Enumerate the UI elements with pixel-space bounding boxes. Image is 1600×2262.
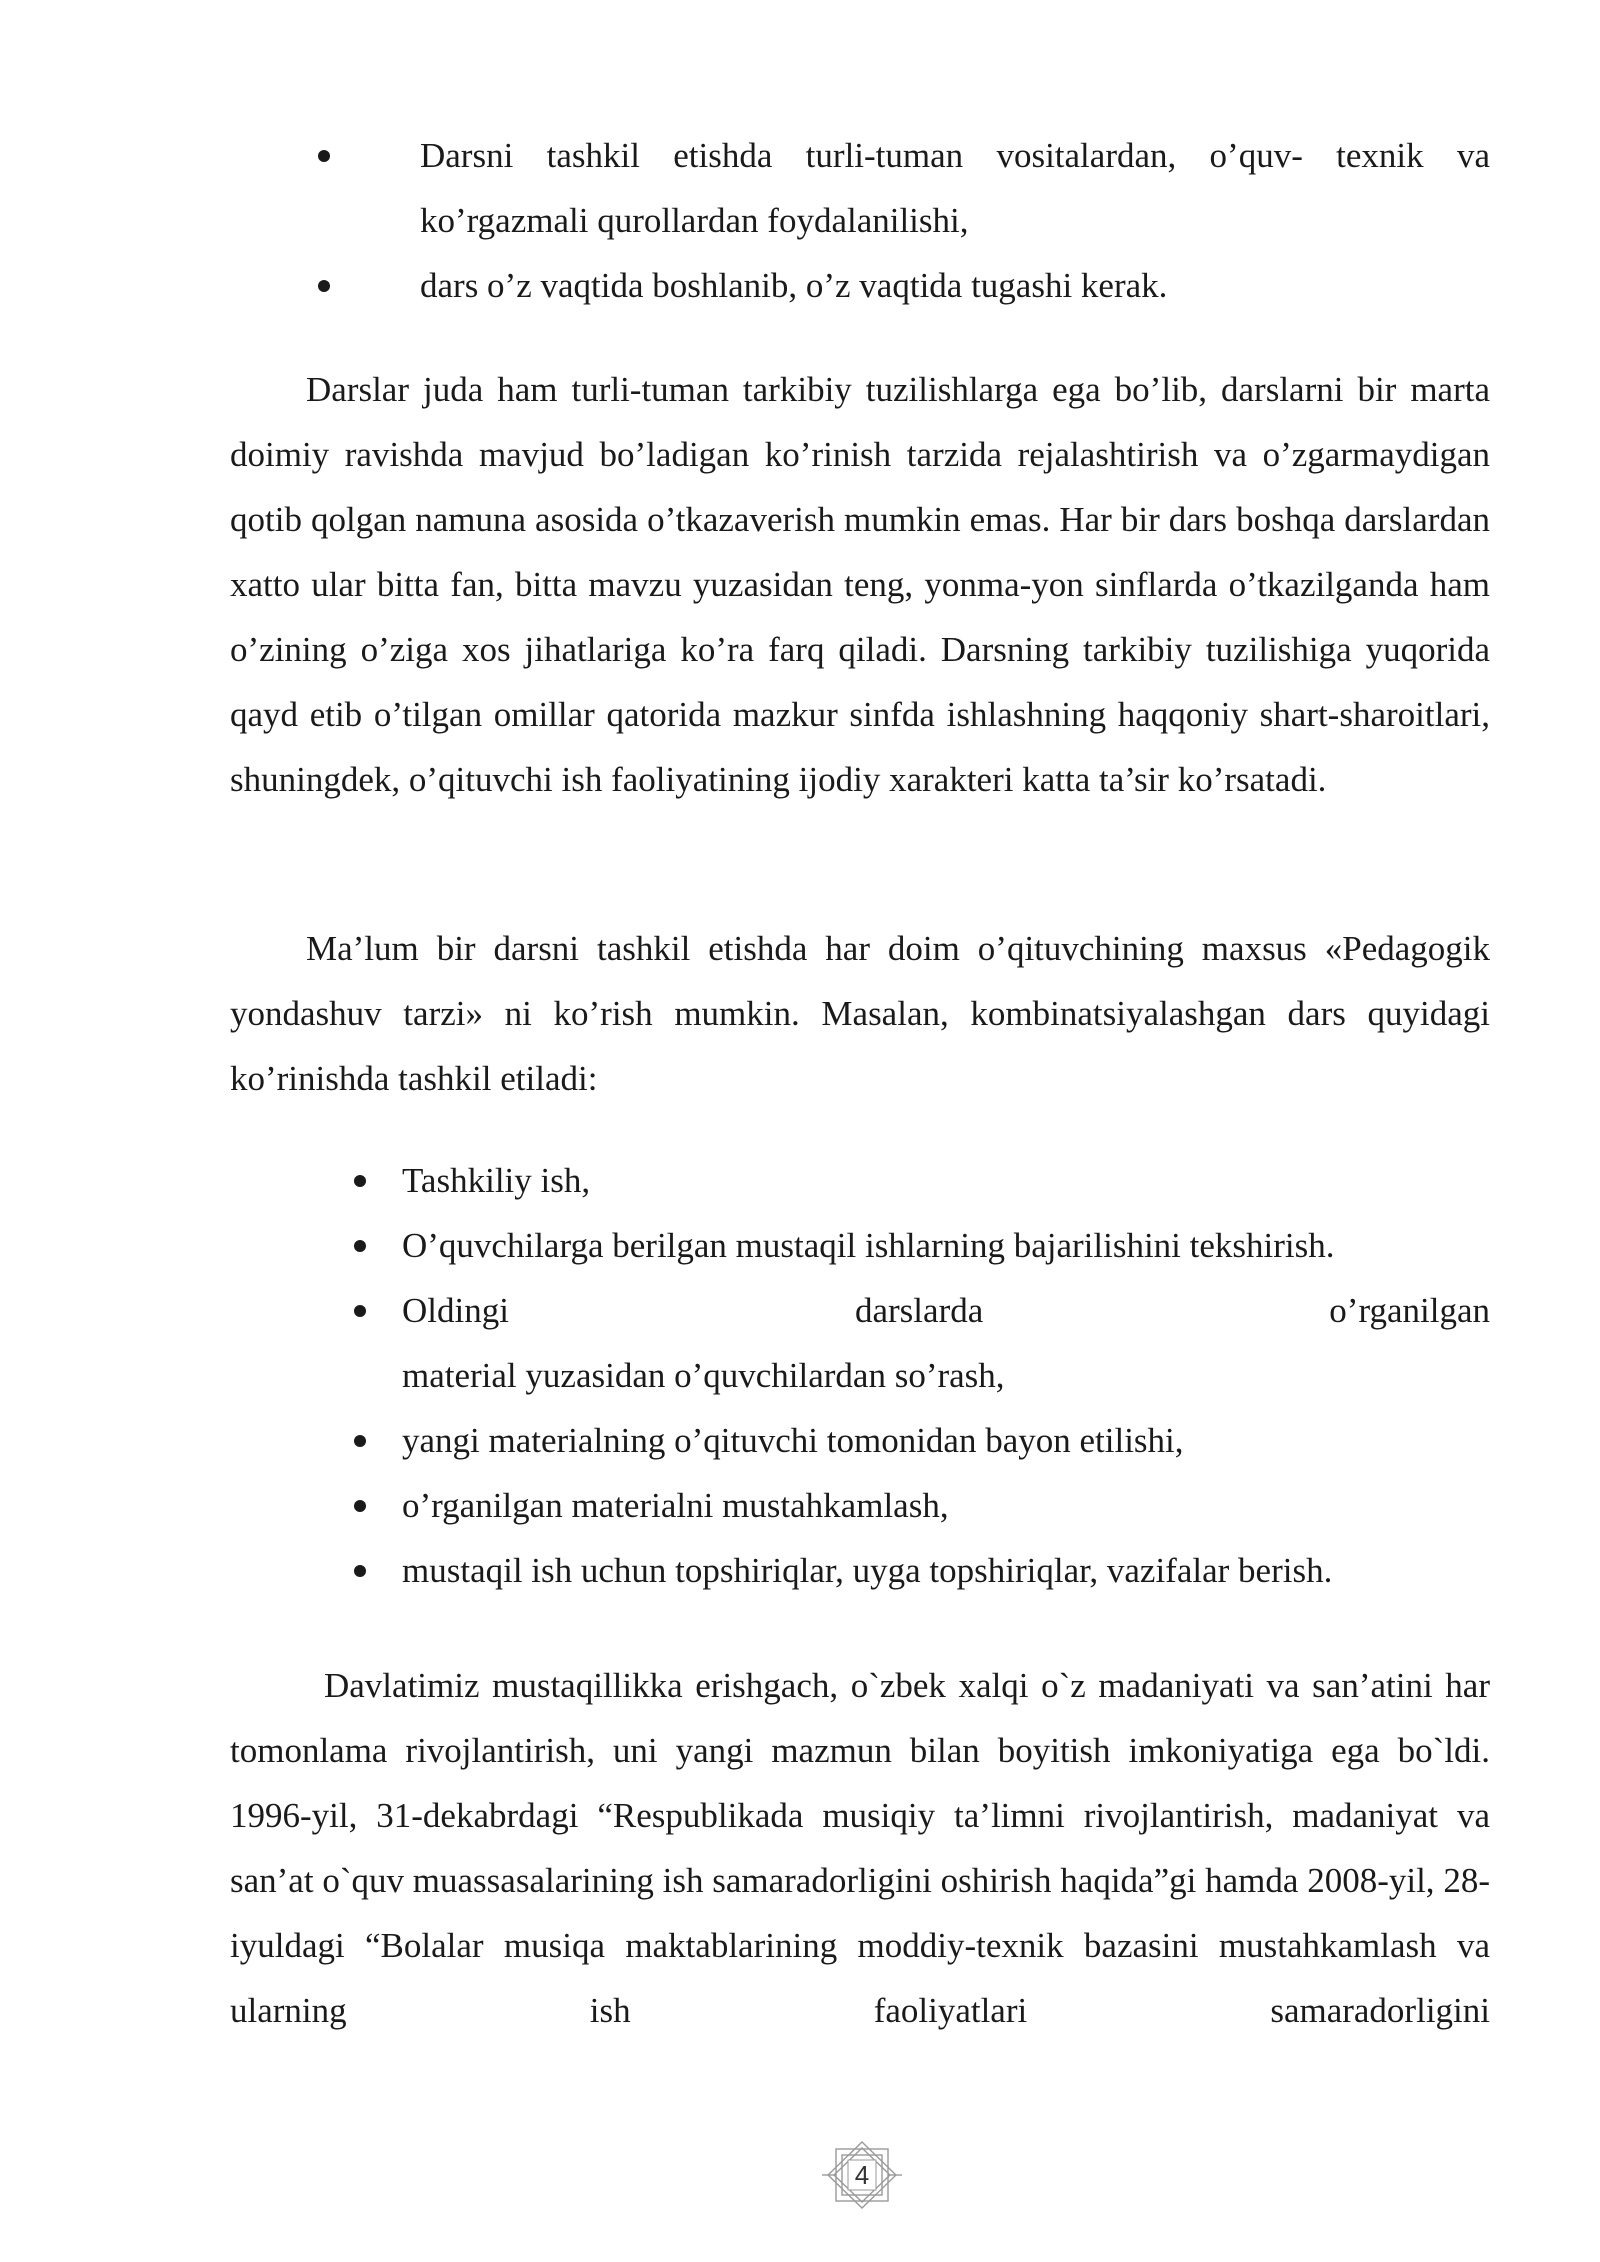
list-item-line: dars o’z vaqtida boshlanib, o’z vaqtida tugashi kerak. <box>420 266 1168 305</box>
bullet-list-lesson-stages <box>350 1148 1490 1603</box>
list-item-line: ko’rgazmali qurollardan foydalanilishi, <box>420 201 969 240</box>
bullet-dot-icon <box>354 1305 366 1317</box>
paragraph-independence-culture: Davlatimiz mustaqillikka erishgach, o`zbek xalqi o`z madaniyati va san’atini har tomonlama rivojlantirish, uni yangi mazmun bilan boyitish imkoniyatiga ega bo`ldi. 1996-yil, 31-dekabrdagi “Respublikada musiqiy ta’limni rivojlantirish, madaniyat va san’at o`quv muassasalarining ish samaradorligini oshirish haqida”gi hamda 2008-yil, 28- iyuldagi “Bolalar musiqa maktablarining moddiy-texnik bazasini mustahkamlash va ularning ish faoliyatlari samaradorligini <box>230 1666 1490 2030</box>
list-item <box>350 1148 1490 1213</box>
bullet-dot-icon <box>318 280 330 292</box>
list-item-line: o’rganilgan materialni mustahkamlash, <box>402 1486 949 1525</box>
bullet-list-requirements <box>368 123 1490 318</box>
list-item-line: yangi materialning o’qituvchi tomonidan bayon etilishi, <box>402 1421 1184 1460</box>
list-item-line: O’quvchilarga berilgan mustaqil ishlarning bajarilishini tekshirish. <box>402 1226 1335 1265</box>
list-item <box>368 253 1490 318</box>
bullet-dot-icon <box>354 1175 366 1187</box>
list-item <box>368 123 1490 253</box>
bullet-dot-icon <box>354 1565 366 1577</box>
list-item <box>350 1473 1490 1538</box>
list-item-line: material yuzasidan o’quvchilardan so’rash, <box>402 1356 1005 1395</box>
bullet-dot-icon <box>354 1240 366 1252</box>
paragraph-lesson-structure: Darslar juda ham turli-tuman tarkibiy tuzilishlarga ega bo’lib, darslarni bir marta doimiy ravishda mavjud bo’ladigan ko’rinish tarzida rejalashtirish va o’zgarmaydigan qotib qolgan namuna asosida o’tkazaverish mumkin emas. Har bir dars boshqa darslardan xatto ular bitta fan, bitta mavzu yuzasidan teng, yonma-yon sinflarda o’tkazilganda ham o’zining o’ziga xos jihatlariga ko’ra farq qiladi. Darsning tarkibiy tuzilishiga yuqorida qayd etib o’tilgan omillar qatorida mazkur sinfda ishlashning haqqoniy shart-sharoitlari, shuningdek, o’qituvchi ish faoliyatining ijodiy xarakteri katta ta’sir ko’rsatadi. <box>230 370 1490 799</box>
page-number-badge <box>820 2140 904 2210</box>
bullet-dot-icon <box>318 150 330 162</box>
page-number: 4 <box>854 2160 870 2190</box>
list-item <box>350 1538 1490 1603</box>
list-item-line: Darsni tashkil etishda turli-tuman vositalardan, o’quv- texnik va <box>420 136 1490 175</box>
list-item-line: Oldingi darslarda o’rganilgan <box>402 1291 1490 1330</box>
list-item-line: Tashkiliy ish, <box>402 1161 591 1200</box>
list-item <box>350 1213 1490 1278</box>
bullet-dot-icon <box>354 1435 366 1447</box>
bullet-dot-icon <box>354 1500 366 1512</box>
list-item <box>350 1408 1490 1473</box>
paragraph-pedagogical-approach: Ma’lum bir darsni tashkil etishda har doim o’qituvchining maxsus «Pedagogik yondashuv tarzi» ni ko’rish mumkin. Masalan, kombinatsiyalashgan dars quyidagi ko’rinishda tashkil etiladi: <box>230 929 1490 1098</box>
list-item-line: mustaqil ish uchun topshiriqlar, uyga topshiriqlar, vazifalar berish. <box>402 1551 1333 1590</box>
list-item <box>350 1278 1490 1408</box>
